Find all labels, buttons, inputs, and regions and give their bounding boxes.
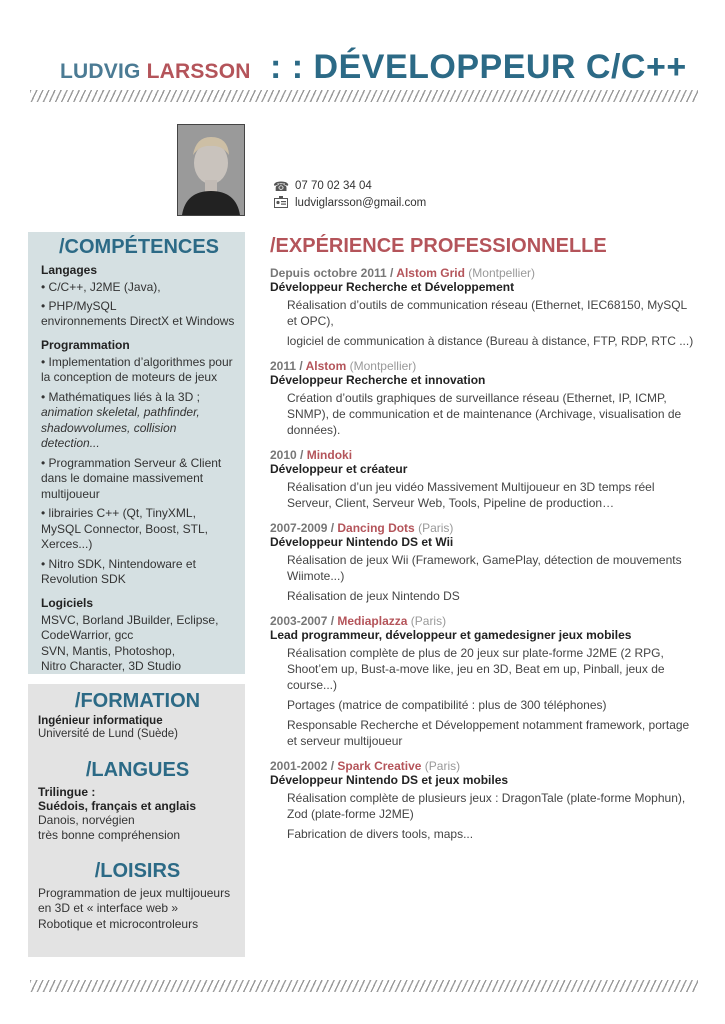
experience-item [270,521,700,604]
programmation-item: • librairies C++ (Qt, TinyXML, MySQL Connector, Boost, STL, Xerces...) [41,506,208,551]
experience-company: Spark Creative [337,759,422,773]
experience-date: 2001-2002 / [270,759,338,773]
experience-date: 2011 / [270,359,306,373]
formation-langues-loisirs-box [28,684,245,957]
experience-company: Alstom Grid [396,266,465,280]
experience-section [270,235,700,852]
experience-description-line: Création d’outils graphiques de surveillance réseau (Ethernet, IP, ICMP, SNMP), de communication et de maintenance (Archivage, visualisation de données). [287,391,682,437]
experience-description [287,552,700,604]
loisirs-line: Robotique et microcontroleurs [38,916,199,931]
experience-title: Lead programmeur, développeur et gamedesigner jeux mobiles [270,628,632,642]
experience-description-line: Réalisation d’un jeu vidéo Massivement Multijoueur en 3D temps réel Serveur, Client, Serveur Web, Tools, Pipeline de production… [287,480,655,510]
langage-item: • PHP/MySQL [41,298,117,313]
loisirs-line: Programmation de jeux multijoueurs en 3D et « interface web » [38,885,231,915]
logiciels-heading: Logiciels [41,595,94,610]
experience-date-company [270,359,700,373]
experience-description-line: Fabrication de divers tools, maps... [287,827,474,841]
experience-description-line: Portages (matrice de compatibilité : plus de 300 téléphones) [287,698,607,712]
formation-degree: Ingénieur informatique [38,715,163,727]
experience-description [287,645,700,749]
experience-list [270,266,700,842]
experience-item [270,448,700,511]
programmation-item: • Nitro SDK, Nintendoware et Revolution SDK [41,556,196,586]
phone-row [273,178,426,195]
experience-location: (Montpellier) [468,266,535,280]
formation-heading: /FORMATION [74,690,201,712]
experience-company: Dancing Dots [337,521,415,535]
formation-school: Université de Lund (Suède) [38,728,178,740]
experience-company: Mindoki [306,448,353,462]
experience-heading: /EXPÉRIENCE PROFESSIONNELLE [270,235,607,257]
experience-date: 2003-2007 / [270,614,338,628]
experience-description-line: Réalisation complète de plusieurs jeux : DragonTale (plate-forme Mophun), Zod (plate-forme J2ME) [287,791,686,821]
langues-line: Suédois, français et anglais [38,798,197,813]
bottom-hatch-divider [30,980,698,992]
phone-number: 07 70 02 34 04 [295,180,372,192]
first-name: LUDVIG [60,60,141,83]
programmation-item: • Programmation Serveur & Client dans le domaine massivement multijoueur [41,455,222,501]
experience-description [287,297,700,349]
experience-title: Développeur Nintendo DS et Wii [270,535,454,549]
phone-icon: ☎ [273,179,290,194]
experience-item [270,359,700,438]
last-name: LARSSON [146,60,251,83]
logiciel-item: Nitro Character, 3D Studio [41,659,182,673]
experience-date: 2007-2009 / [270,521,338,535]
programmation-item-detail: animation skeletal, pathfinder, shadowvolumes, collision detection... [41,405,200,450]
top-hatch-divider [30,90,698,102]
experience-date: Depuis octobre 2011 / [270,266,397,280]
experience-description-line: Réalisation d’outils de communication réseau (Ethernet, IEC68150, MySQL et OPC), [287,298,687,328]
experience-date: 2010 / [270,448,307,462]
email-address[interactable]: ludviglarsson@gmail.com [295,197,427,209]
experience-location: (Paris) [424,759,461,773]
competences-heading: /COMPÉTENCES [58,236,220,258]
langues-line: très bonne compréhension [38,828,181,842]
experience-title: Développeur Recherche et Développement [270,280,515,294]
experience-location: (Paris) [418,521,454,535]
experience-company: Alstom [305,359,347,373]
langues-line: Danois, norvégien [38,812,135,827]
experience-description-line: Réalisation de jeux Nintendo DS [287,589,460,603]
experience-title: Développeur et créateur [270,462,408,476]
experience-date-company [270,759,700,773]
experience-description [287,790,700,842]
experience-title: Développeur Nintendo DS et jeux mobiles [270,773,509,787]
experience-date-company [270,521,700,535]
experience-title: Développeur Recherche et innovation [270,373,486,387]
langages-heading: Langages [41,263,98,277]
programmation-item: • Mathématiques liés à la 3D ; [41,389,200,404]
id-card-icon [273,195,289,212]
logiciel-item: SVN, Mantis, Photoshop, [41,643,176,658]
experience-item [270,266,700,349]
experience-description [287,390,700,438]
experience-location: (Montpellier) [349,359,417,373]
experience-item [270,614,700,749]
experience-description-line: Réalisation complète de plus de 20 jeux sur plate-forme J2ME (2 RPG, Shoot’em up, Bust-a-move like, jeu en 3D, Beat em up, Pinball, jeux de course...) [287,646,665,692]
langues-line: Trilingue : [38,784,96,799]
loisirs-heading: /LOISIRS [94,859,181,882]
experience-description-line: logiciel de communication à distance (Bureau à distance, FTP, RDP, RTC ...) [287,334,694,348]
langues-heading: /LANGUES [85,758,190,781]
experience-date-company [270,448,700,462]
experience-description-line: Responsable Recherche et Développement notamment framework, portage et serveur multijoueur [287,718,690,748]
email-row [273,195,426,212]
logiciel-item: MSVC, Borland JBuilder, Eclipse, CodeWarrior, gcc [41,612,219,642]
langage-item: environnements DirectX et Windows [41,314,235,328]
langage-item: • C/C++, J2ME (Java), [41,280,161,294]
experience-location: (Paris) [410,614,447,628]
experience-date-company [270,614,700,628]
experience-description-line: Réalisation de jeux Wii (Framework, GamePlay, détection de mouvements Wiimote...) [287,553,682,583]
programmation-item: • Implementation d’algorithmes pour la conception de moteurs de jeux [41,354,233,384]
experience-item [270,759,700,842]
experience-description [287,479,700,511]
job-title: : : DÉVELOPPEUR C/C++ [270,48,687,86]
profile-photo [177,124,245,216]
programmation-heading: Programmation [41,337,130,352]
person-name [60,60,251,84]
experience-company: Mediaplazza [337,614,408,628]
experience-date-company [270,266,700,280]
contact-info [273,178,426,212]
competences-box [28,232,245,674]
